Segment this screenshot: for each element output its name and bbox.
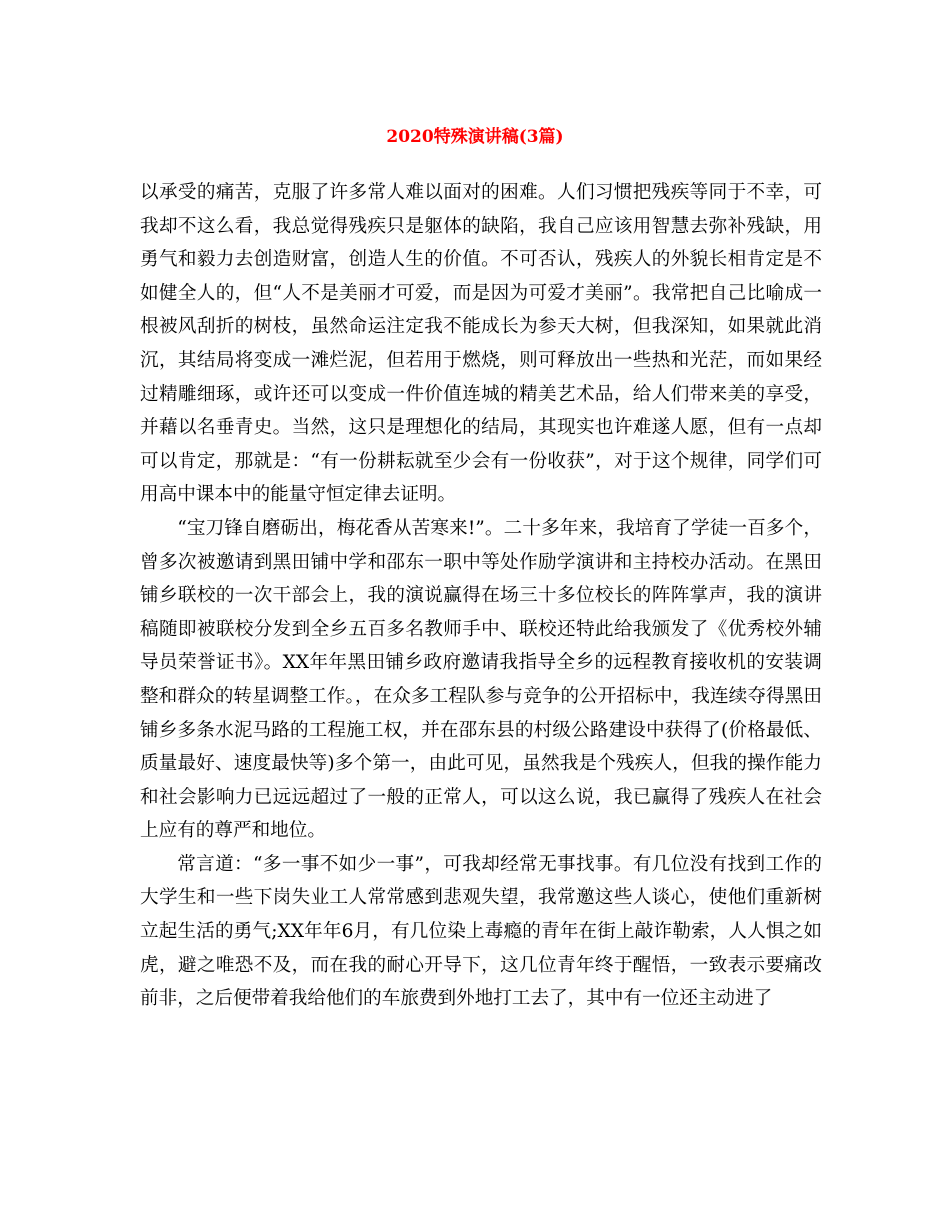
document-body [140, 176, 822, 1016]
document-title: 2020特殊演讲稿(3篇) [386, 127, 564, 147]
paragraph-1: 以承受的痛苦，克服了许多常人难以面对的困难。人们习惯把残疾等同于不幸，可我却不这么看，我总觉得残疾只是躯体的缺陷，我自己应该用智慧去弥补残缺，用勇气和毅力去创造财富，创造人生的价值。不可否认，残疾人的外貌长相肯定是不如健全人的，但“人不是美丽才可爱，而是因为可爱才美丽”。我常把自己比喻成一根被风刮折的树枝，虽然命运注定我不能成长为参天大树，但我深知，如果就此消沉，其结局将变成一滩烂泥，但若用于燃烧，则可释放出一些热和光茫，而如果经过精雕细琢，或许还可以变成一件价值连城的精美艺术品，给人们带来美的享受，并藉以名垂青史。当然，这只是理想化的结局，其现实也许难遂人愿，但有一点却可以肯定，那就是：“有一份耕耘就至少会有一份收获”，对于这个规律，同学们可用高中课本中的能量守恒定律去证明。 [140, 182, 822, 506]
paragraph-2: “宝刀锋自磨砺出，梅花香从苦寒来!”。二十多年来，我培育了学徒一百多个，曾多次被邀请到黑田铺中学和邵东一职中等处作励学演讲和主持校办活动。在黑田铺乡联校的一次干部会上，我的演说赢得在场三十多位校长的阵阵掌声，我的演讲稿随即被联校分发到全乡五百多名教师手中、联校还特此给我颁发了《优秀校外辅导员荣誉证书》。XX年年黑田铺乡政府邀请我指导全乡的远程教育接收机的安装调整和群众的转星调整工作。，在众多工程队参与竞争的公开招标中，我连续夺得黑田铺乡多条水泥马路的工程施工权，并在邵东县的村级公路建设中获得了(价格最低、质量最好、速度最快等)多个第一，由此可见，虽然我是个残疾人，但我的操作能力和社会影响力已远远超过了一般的正常人，可以这么说，我已赢得了残疾人在社会上应有的尊严和地位。 [140, 517, 822, 842]
paragraph-3: 常言道：“多一事不如少一事”，可我却经常无事找事。有几位没有找到工作的大学生和一些下岗失业工人常常感到悲观失望，我常邀这些人谈心，使他们重新树立起生活的勇气;XX年年6月，有几位染上毒瘾的青年在街上敲诈勒索，人人惧之如虎，避之唯恐不及，而在我的耐心开导下，这几位青年终于醒悟，一致表示要痛改前非，之后便带着我给他们的车旅费到外地打工去了，其中有一位还主动进了 [140, 853, 822, 1010]
